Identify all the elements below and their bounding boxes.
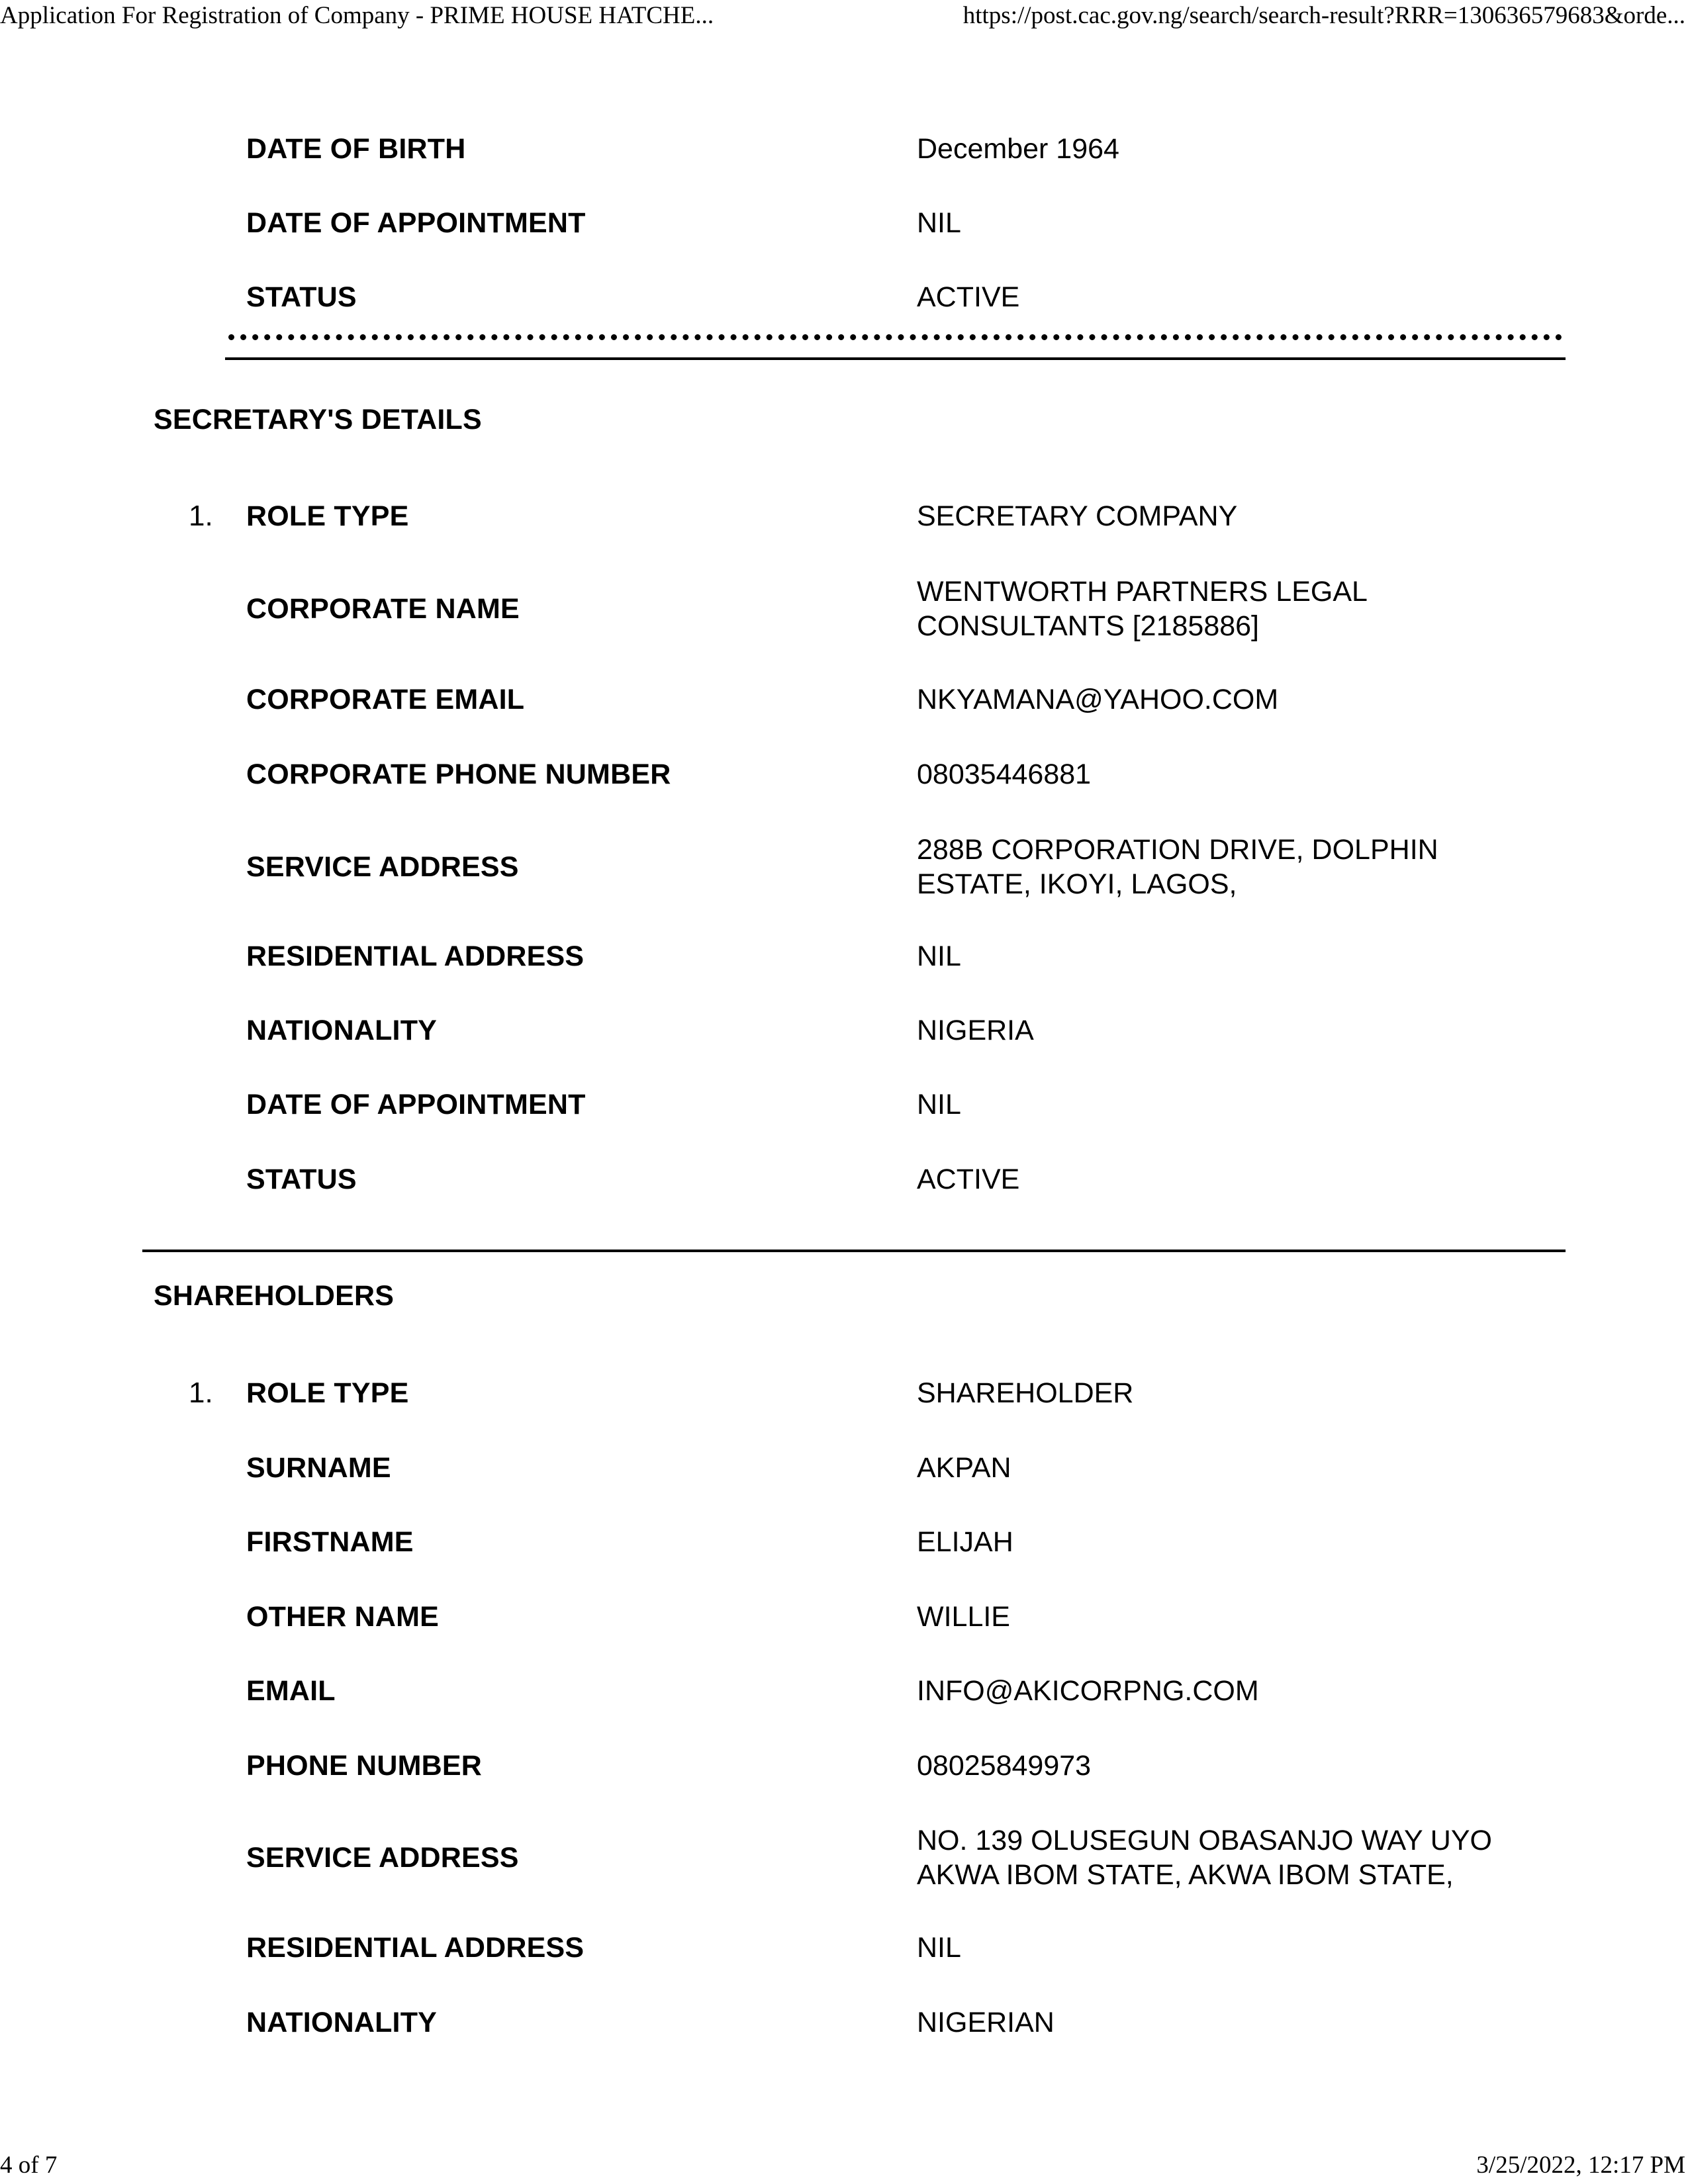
field-label: DATE OF APPOINTMENT [246, 1088, 586, 1120]
field-label: NATIONALITY [246, 1014, 438, 1046]
field-label: DATE OF APPOINTMENT [246, 206, 586, 239]
field-value: NKYAMANA@YAHOO.COM [917, 684, 1279, 715]
document-title: Application For Registration of Company - PRIME HOUSE HATCHE... [0, 2, 714, 29]
value-line: NO. 139 OLUSEGUN OBASANJO WAY UYO [917, 1825, 1492, 1856]
section-divider [142, 1250, 1566, 1252]
field-row-date-of-appointment [0, 187, 1688, 259]
field-label: RESIDENTIAL ADDRESS [246, 940, 585, 972]
field-row-status [0, 261, 1688, 334]
print-header [0, 1, 1688, 34]
field-label: OTHER NAME [246, 1600, 440, 1633]
field-row-service-address [0, 821, 1688, 913]
field-row-surname [0, 1432, 1688, 1504]
section-heading-shareholders: SHAREHOLDERS [154, 1280, 395, 1312]
document-url: https://post.cac.gov.ng/search/search-result?RRR=130636579683&orde... [962, 2, 1685, 29]
field-value: NIL [917, 1089, 961, 1120]
field-label: STATUS [246, 1163, 357, 1195]
field-label: RESIDENTIAL ADDRESS [246, 1931, 585, 1964]
field-label: PHONE NUMBER [246, 1749, 482, 1782]
field-row-residential-address [0, 920, 1688, 993]
field-row-corporate-email [0, 663, 1688, 736]
field-row-nationality [0, 994, 1688, 1067]
field-label: FIRSTNAME [246, 1525, 414, 1558]
field-label: CORPORATE PHONE NUMBER [246, 758, 671, 790]
field-value: NIGERIAN [917, 2007, 1055, 2038]
value-line: 288B CORPORATION DRIVE, DOLPHIN [917, 834, 1438, 866]
field-row-role-type [0, 1357, 1688, 1430]
field-label: ROLE TYPE [246, 1377, 409, 1409]
field-value [917, 574, 1552, 643]
field-label: EMAIL [246, 1674, 336, 1707]
field-value: 08035446881 [917, 758, 1092, 790]
field-label: ROLE TYPE [246, 500, 409, 532]
field-row-phone-number [0, 1729, 1688, 1802]
field-label: CORPORATE EMAIL [246, 683, 525, 715]
field-value: ACTIVE [917, 1163, 1020, 1195]
field-row-other-name [0, 1580, 1688, 1653]
field-label: SERVICE ADDRESS [246, 850, 519, 883]
field-value: INFO@AKICORPNG.COM [917, 1675, 1259, 1707]
field-row-corporate-phone-number [0, 738, 1688, 811]
field-value: WILLIE [917, 1601, 1010, 1633]
field-row-email [0, 1655, 1688, 1727]
field-value: NIL [917, 940, 961, 972]
entry-number: 1. [189, 1377, 213, 1409]
print-datetime: 3/25/2022, 12:17 PM [1476, 2152, 1685, 2179]
value-line: CONSULTANTS [2185886] [917, 610, 1260, 642]
page-number: 4 of 7 [0, 2152, 58, 2179]
field-row-corporate-name [0, 563, 1688, 655]
value-line: AKWA IBOM STATE, AKWA IBOM STATE, [917, 1859, 1454, 1891]
field-row-date-of-appointment [0, 1068, 1688, 1141]
field-row-date-of-birth [0, 113, 1688, 185]
field-row-firstname [0, 1506, 1688, 1578]
field-value: 08025849973 [917, 1750, 1092, 1782]
field-row-nationality [0, 1986, 1688, 2059]
print-footer [0, 2151, 1688, 2184]
field-label: STATUS [246, 281, 357, 313]
field-label: NATIONALITY [246, 2006, 438, 2038]
field-row-service-address [0, 1811, 1688, 1904]
field-value: ACTIVE [917, 281, 1020, 313]
field-label: DATE OF BIRTH [246, 132, 466, 165]
field-value: NIGERIA [917, 1015, 1034, 1046]
field-label: SERVICE ADDRESS [246, 1841, 519, 1874]
field-value: December 1964 [917, 133, 1119, 165]
entry-number: 1. [189, 500, 213, 532]
dotted-divider [228, 334, 1562, 340]
entry-divider [225, 357, 1566, 360]
field-label: SURNAME [246, 1451, 391, 1484]
field-value: NIL [917, 207, 961, 239]
section-heading-secretary: SECRETARY'S DETAILS [154, 404, 482, 435]
field-value: NIL [917, 1932, 961, 1964]
field-value: AKPAN [917, 1452, 1011, 1484]
field-row-residential-address [0, 1911, 1688, 1984]
field-row-role-type [0, 480, 1688, 553]
field-value: SECRETARY COMPANY [917, 500, 1238, 532]
field-row-status [0, 1143, 1688, 1216]
field-value [917, 1823, 1552, 1892]
value-line: WENTWORTH PARTNERS LEGAL [917, 576, 1368, 608]
field-value: ELIJAH [917, 1526, 1013, 1558]
field-value: SHAREHOLDER [917, 1377, 1134, 1409]
field-value [917, 833, 1552, 901]
value-line: ESTATE, IKOYI, LAGOS, [917, 868, 1237, 900]
field-label: CORPORATE NAME [246, 592, 520, 625]
